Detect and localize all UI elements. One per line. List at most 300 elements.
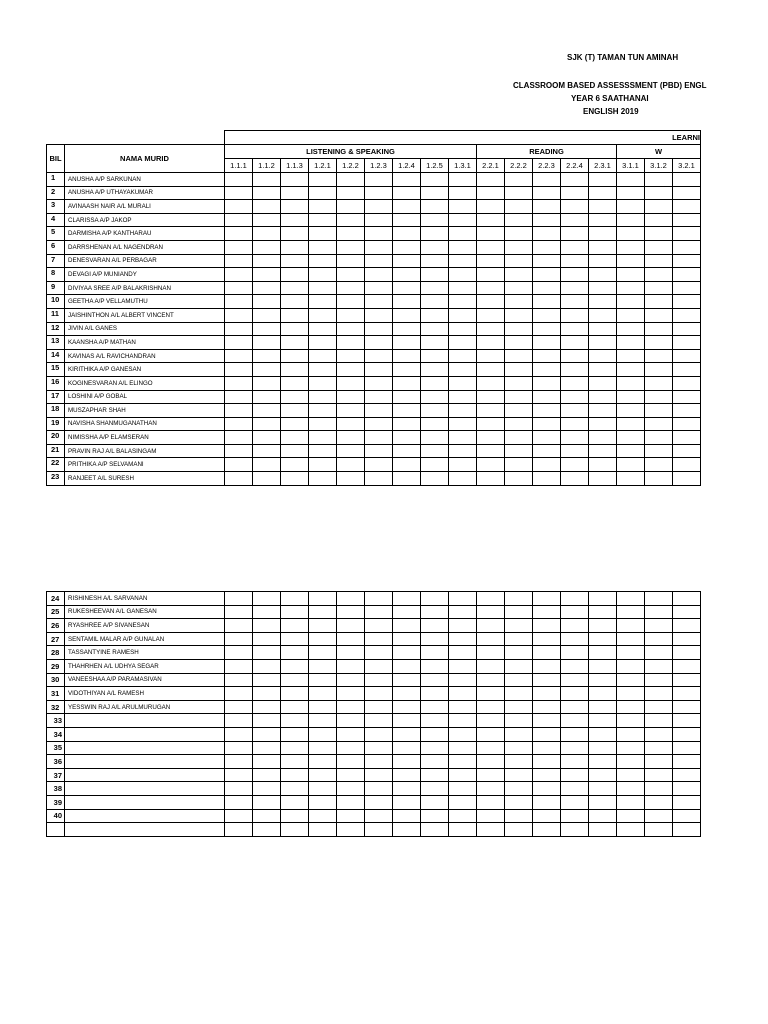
score-cell[interactable] xyxy=(365,444,393,458)
score-cell[interactable] xyxy=(477,727,505,741)
score-cell[interactable] xyxy=(645,349,673,363)
score-cell[interactable] xyxy=(253,336,281,350)
score-cell[interactable] xyxy=(533,700,561,714)
score-cell[interactable] xyxy=(253,227,281,241)
score-cell[interactable] xyxy=(309,173,337,187)
score-cell[interactable] xyxy=(449,240,477,254)
score-cell[interactable] xyxy=(589,727,617,741)
score-cell[interactable] xyxy=(449,186,477,200)
score-cell[interactable] xyxy=(477,646,505,660)
score-cell[interactable] xyxy=(673,431,701,445)
score-cell[interactable] xyxy=(421,809,449,823)
score-cell[interactable] xyxy=(533,605,561,619)
score-cell[interactable] xyxy=(393,592,421,606)
score-cell[interactable] xyxy=(477,240,505,254)
score-cell[interactable] xyxy=(421,322,449,336)
score-cell[interactable] xyxy=(337,755,365,769)
score-cell[interactable] xyxy=(477,417,505,431)
score-cell[interactable] xyxy=(253,632,281,646)
score-cell[interactable] xyxy=(337,376,365,390)
score-cell[interactable] xyxy=(225,755,253,769)
score-cell[interactable] xyxy=(645,417,673,431)
score-cell[interactable] xyxy=(393,472,421,486)
score-cell[interactable] xyxy=(365,632,393,646)
score-cell[interactable] xyxy=(645,768,673,782)
score-cell[interactable] xyxy=(449,659,477,673)
score-cell[interactable] xyxy=(533,336,561,350)
score-cell[interactable] xyxy=(365,349,393,363)
score-cell[interactable] xyxy=(281,714,309,728)
score-cell[interactable] xyxy=(281,254,309,268)
score-cell[interactable] xyxy=(225,431,253,445)
score-cell[interactable] xyxy=(449,727,477,741)
score-cell[interactable] xyxy=(449,200,477,214)
score-cell[interactable] xyxy=(505,795,533,809)
score-cell[interactable] xyxy=(617,240,645,254)
score-cell[interactable] xyxy=(477,336,505,350)
score-cell[interactable] xyxy=(589,376,617,390)
score-cell[interactable] xyxy=(589,349,617,363)
score-cell[interactable] xyxy=(337,213,365,227)
score-cell[interactable] xyxy=(393,227,421,241)
score-cell[interactable] xyxy=(337,186,365,200)
score-cell[interactable] xyxy=(617,714,645,728)
score-cell[interactable] xyxy=(337,200,365,214)
score-cell[interactable] xyxy=(253,714,281,728)
score-cell[interactable] xyxy=(225,281,253,295)
score-cell[interactable] xyxy=(505,308,533,322)
score-cell[interactable] xyxy=(589,472,617,486)
score-cell[interactable] xyxy=(505,458,533,472)
score-cell[interactable] xyxy=(309,592,337,606)
score-cell[interactable] xyxy=(253,281,281,295)
score-cell[interactable] xyxy=(393,417,421,431)
score-cell[interactable] xyxy=(561,687,589,701)
score-cell[interactable] xyxy=(253,200,281,214)
score-cell[interactable] xyxy=(533,727,561,741)
score-cell[interactable] xyxy=(645,700,673,714)
score-cell[interactable] xyxy=(617,281,645,295)
score-cell[interactable] xyxy=(393,431,421,445)
score-cell[interactable] xyxy=(645,782,673,796)
score-cell[interactable] xyxy=(645,472,673,486)
score-cell[interactable] xyxy=(309,632,337,646)
score-cell[interactable] xyxy=(393,646,421,660)
score-cell[interactable] xyxy=(281,186,309,200)
score-cell[interactable] xyxy=(337,687,365,701)
score-cell[interactable] xyxy=(673,376,701,390)
score-cell[interactable] xyxy=(365,404,393,418)
score-cell[interactable] xyxy=(281,281,309,295)
score-cell[interactable] xyxy=(561,659,589,673)
score-cell[interactable] xyxy=(281,673,309,687)
score-cell[interactable] xyxy=(421,295,449,309)
score-cell[interactable] xyxy=(281,659,309,673)
score-cell[interactable] xyxy=(533,632,561,646)
score-cell[interactable] xyxy=(561,700,589,714)
score-cell[interactable] xyxy=(505,295,533,309)
score-cell[interactable] xyxy=(561,823,589,837)
score-cell[interactable] xyxy=(281,700,309,714)
score-cell[interactable] xyxy=(365,714,393,728)
score-cell[interactable] xyxy=(225,404,253,418)
score-cell[interactable] xyxy=(505,768,533,782)
score-cell[interactable] xyxy=(477,200,505,214)
score-cell[interactable] xyxy=(365,782,393,796)
score-cell[interactable] xyxy=(253,605,281,619)
score-cell[interactable] xyxy=(533,240,561,254)
score-cell[interactable] xyxy=(225,700,253,714)
score-cell[interactable] xyxy=(225,417,253,431)
score-cell[interactable] xyxy=(561,727,589,741)
score-cell[interactable] xyxy=(477,700,505,714)
score-cell[interactable] xyxy=(253,431,281,445)
score-cell[interactable] xyxy=(225,376,253,390)
score-cell[interactable] xyxy=(337,431,365,445)
score-cell[interactable] xyxy=(645,431,673,445)
score-cell[interactable] xyxy=(337,308,365,322)
score-cell[interactable] xyxy=(393,687,421,701)
score-cell[interactable] xyxy=(617,336,645,350)
score-cell[interactable] xyxy=(645,295,673,309)
score-cell[interactable] xyxy=(281,173,309,187)
score-cell[interactable] xyxy=(365,213,393,227)
score-cell[interactable] xyxy=(421,741,449,755)
score-cell[interactable] xyxy=(449,444,477,458)
score-cell[interactable] xyxy=(533,809,561,823)
score-cell[interactable] xyxy=(449,254,477,268)
score-cell[interactable] xyxy=(281,809,309,823)
score-cell[interactable] xyxy=(449,472,477,486)
score-cell[interactable] xyxy=(561,431,589,445)
score-cell[interactable] xyxy=(365,472,393,486)
score-cell[interactable] xyxy=(561,444,589,458)
score-cell[interactable] xyxy=(617,227,645,241)
score-cell[interactable] xyxy=(449,795,477,809)
score-cell[interactable] xyxy=(421,659,449,673)
score-cell[interactable] xyxy=(505,281,533,295)
score-cell[interactable] xyxy=(617,213,645,227)
score-cell[interactable] xyxy=(449,308,477,322)
score-cell[interactable] xyxy=(421,687,449,701)
score-cell[interactable] xyxy=(617,322,645,336)
score-cell[interactable] xyxy=(337,227,365,241)
score-cell[interactable] xyxy=(561,336,589,350)
score-cell[interactable] xyxy=(281,646,309,660)
score-cell[interactable] xyxy=(393,673,421,687)
score-cell[interactable] xyxy=(533,363,561,377)
score-cell[interactable] xyxy=(645,363,673,377)
score-cell[interactable] xyxy=(421,768,449,782)
score-cell[interactable] xyxy=(225,823,253,837)
score-cell[interactable] xyxy=(589,632,617,646)
score-cell[interactable] xyxy=(617,417,645,431)
score-cell[interactable] xyxy=(365,173,393,187)
score-cell[interactable] xyxy=(365,227,393,241)
score-cell[interactable] xyxy=(253,673,281,687)
score-cell[interactable] xyxy=(309,673,337,687)
score-cell[interactable] xyxy=(393,200,421,214)
score-cell[interactable] xyxy=(477,795,505,809)
score-cell[interactable] xyxy=(281,308,309,322)
score-cell[interactable] xyxy=(505,700,533,714)
score-cell[interactable] xyxy=(673,768,701,782)
score-cell[interactable] xyxy=(337,727,365,741)
score-cell[interactable] xyxy=(281,592,309,606)
score-cell[interactable] xyxy=(365,200,393,214)
score-cell[interactable] xyxy=(645,281,673,295)
score-cell[interactable] xyxy=(589,687,617,701)
score-cell[interactable] xyxy=(281,336,309,350)
score-cell[interactable] xyxy=(645,755,673,769)
score-cell[interactable] xyxy=(505,782,533,796)
score-cell[interactable] xyxy=(477,659,505,673)
score-cell[interactable] xyxy=(645,592,673,606)
score-cell[interactable] xyxy=(253,592,281,606)
score-cell[interactable] xyxy=(617,431,645,445)
score-cell[interactable] xyxy=(225,240,253,254)
score-cell[interactable] xyxy=(505,268,533,282)
score-cell[interactable] xyxy=(253,363,281,377)
score-cell[interactable] xyxy=(505,186,533,200)
score-cell[interactable] xyxy=(421,281,449,295)
score-cell[interactable] xyxy=(449,592,477,606)
score-cell[interactable] xyxy=(421,714,449,728)
score-cell[interactable] xyxy=(309,605,337,619)
score-cell[interactable] xyxy=(645,322,673,336)
score-cell[interactable] xyxy=(337,363,365,377)
score-cell[interactable] xyxy=(225,605,253,619)
score-cell[interactable] xyxy=(253,404,281,418)
score-cell[interactable] xyxy=(645,200,673,214)
score-cell[interactable] xyxy=(309,336,337,350)
score-cell[interactable] xyxy=(225,444,253,458)
score-cell[interactable] xyxy=(505,240,533,254)
score-cell[interactable] xyxy=(505,687,533,701)
score-cell[interactable] xyxy=(617,390,645,404)
score-cell[interactable] xyxy=(253,268,281,282)
score-cell[interactable] xyxy=(393,809,421,823)
score-cell[interactable] xyxy=(337,254,365,268)
score-cell[interactable] xyxy=(673,363,701,377)
score-cell[interactable] xyxy=(449,227,477,241)
score-cell[interactable] xyxy=(337,795,365,809)
score-cell[interactable] xyxy=(533,444,561,458)
score-cell[interactable] xyxy=(533,472,561,486)
score-cell[interactable] xyxy=(589,458,617,472)
score-cell[interactable] xyxy=(561,768,589,782)
score-cell[interactable] xyxy=(253,308,281,322)
score-cell[interactable] xyxy=(617,782,645,796)
score-cell[interactable] xyxy=(253,687,281,701)
score-cell[interactable] xyxy=(533,741,561,755)
score-cell[interactable] xyxy=(589,809,617,823)
score-cell[interactable] xyxy=(561,619,589,633)
score-cell[interactable] xyxy=(589,390,617,404)
score-cell[interactable] xyxy=(617,444,645,458)
score-cell[interactable] xyxy=(617,659,645,673)
score-cell[interactable] xyxy=(505,632,533,646)
score-cell[interactable] xyxy=(617,700,645,714)
score-cell[interactable] xyxy=(673,727,701,741)
score-cell[interactable] xyxy=(533,417,561,431)
score-cell[interactable] xyxy=(589,431,617,445)
score-cell[interactable] xyxy=(673,281,701,295)
score-cell[interactable] xyxy=(645,619,673,633)
score-cell[interactable] xyxy=(309,322,337,336)
score-cell[interactable] xyxy=(673,714,701,728)
score-cell[interactable] xyxy=(281,458,309,472)
score-cell[interactable] xyxy=(253,417,281,431)
score-cell[interactable] xyxy=(533,254,561,268)
score-cell[interactable] xyxy=(673,227,701,241)
score-cell[interactable] xyxy=(309,390,337,404)
score-cell[interactable] xyxy=(617,768,645,782)
score-cell[interactable] xyxy=(309,741,337,755)
score-cell[interactable] xyxy=(617,632,645,646)
score-cell[interactable] xyxy=(673,240,701,254)
score-cell[interactable] xyxy=(589,592,617,606)
score-cell[interactable] xyxy=(505,592,533,606)
score-cell[interactable] xyxy=(645,809,673,823)
score-cell[interactable] xyxy=(561,782,589,796)
score-cell[interactable] xyxy=(253,254,281,268)
score-cell[interactable] xyxy=(225,795,253,809)
score-cell[interactable] xyxy=(561,390,589,404)
score-cell[interactable] xyxy=(477,349,505,363)
score-cell[interactable] xyxy=(505,809,533,823)
score-cell[interactable] xyxy=(281,444,309,458)
score-cell[interactable] xyxy=(477,213,505,227)
score-cell[interactable] xyxy=(533,619,561,633)
score-cell[interactable] xyxy=(309,619,337,633)
score-cell[interactable] xyxy=(561,472,589,486)
score-cell[interactable] xyxy=(589,782,617,796)
score-cell[interactable] xyxy=(337,659,365,673)
score-cell[interactable] xyxy=(505,605,533,619)
score-cell[interactable] xyxy=(449,173,477,187)
score-cell[interactable] xyxy=(421,336,449,350)
score-cell[interactable] xyxy=(449,673,477,687)
score-cell[interactable] xyxy=(533,281,561,295)
score-cell[interactable] xyxy=(561,200,589,214)
score-cell[interactable] xyxy=(477,363,505,377)
score-cell[interactable] xyxy=(589,322,617,336)
score-cell[interactable] xyxy=(505,727,533,741)
score-cell[interactable] xyxy=(505,823,533,837)
score-cell[interactable] xyxy=(421,727,449,741)
score-cell[interactable] xyxy=(393,714,421,728)
score-cell[interactable] xyxy=(393,444,421,458)
score-cell[interactable] xyxy=(617,458,645,472)
score-cell[interactable] xyxy=(337,768,365,782)
score-cell[interactable] xyxy=(393,727,421,741)
score-cell[interactable] xyxy=(281,390,309,404)
score-cell[interactable] xyxy=(561,308,589,322)
score-cell[interactable] xyxy=(365,295,393,309)
score-cell[interactable] xyxy=(253,458,281,472)
score-cell[interactable] xyxy=(617,795,645,809)
score-cell[interactable] xyxy=(365,687,393,701)
score-cell[interactable] xyxy=(421,390,449,404)
score-cell[interactable] xyxy=(533,308,561,322)
score-cell[interactable] xyxy=(673,444,701,458)
score-cell[interactable] xyxy=(421,619,449,633)
score-cell[interactable] xyxy=(561,322,589,336)
score-cell[interactable] xyxy=(617,404,645,418)
score-cell[interactable] xyxy=(477,281,505,295)
score-cell[interactable] xyxy=(393,795,421,809)
score-cell[interactable] xyxy=(337,404,365,418)
score-cell[interactable] xyxy=(393,281,421,295)
score-cell[interactable] xyxy=(337,673,365,687)
score-cell[interactable] xyxy=(617,619,645,633)
score-cell[interactable] xyxy=(589,646,617,660)
score-cell[interactable] xyxy=(449,646,477,660)
score-cell[interactable] xyxy=(449,213,477,227)
score-cell[interactable] xyxy=(673,795,701,809)
score-cell[interactable] xyxy=(477,295,505,309)
score-cell[interactable] xyxy=(225,268,253,282)
score-cell[interactable] xyxy=(393,390,421,404)
score-cell[interactable] xyxy=(505,755,533,769)
score-cell[interactable] xyxy=(281,268,309,282)
score-cell[interactable] xyxy=(225,458,253,472)
score-cell[interactable] xyxy=(449,632,477,646)
score-cell[interactable] xyxy=(589,659,617,673)
score-cell[interactable] xyxy=(365,390,393,404)
score-cell[interactable] xyxy=(337,281,365,295)
score-cell[interactable] xyxy=(533,322,561,336)
score-cell[interactable] xyxy=(561,458,589,472)
score-cell[interactable] xyxy=(673,755,701,769)
score-cell[interactable] xyxy=(477,632,505,646)
score-cell[interactable] xyxy=(589,404,617,418)
score-cell[interactable] xyxy=(281,768,309,782)
score-cell[interactable] xyxy=(309,768,337,782)
score-cell[interactable] xyxy=(533,592,561,606)
score-cell[interactable] xyxy=(645,741,673,755)
score-cell[interactable] xyxy=(673,200,701,214)
score-cell[interactable] xyxy=(365,795,393,809)
score-cell[interactable] xyxy=(225,308,253,322)
score-cell[interactable] xyxy=(589,281,617,295)
score-cell[interactable] xyxy=(673,782,701,796)
score-cell[interactable] xyxy=(645,254,673,268)
score-cell[interactable] xyxy=(561,268,589,282)
score-cell[interactable] xyxy=(449,768,477,782)
score-cell[interactable] xyxy=(645,404,673,418)
score-cell[interactable] xyxy=(477,431,505,445)
score-cell[interactable] xyxy=(253,349,281,363)
score-cell[interactable] xyxy=(225,687,253,701)
score-cell[interactable] xyxy=(477,768,505,782)
score-cell[interactable] xyxy=(673,404,701,418)
score-cell[interactable] xyxy=(281,755,309,769)
score-cell[interactable] xyxy=(421,349,449,363)
score-cell[interactable] xyxy=(281,605,309,619)
score-cell[interactable] xyxy=(281,431,309,445)
score-cell[interactable] xyxy=(449,390,477,404)
score-cell[interactable] xyxy=(281,227,309,241)
score-cell[interactable] xyxy=(561,213,589,227)
score-cell[interactable] xyxy=(477,186,505,200)
score-cell[interactable] xyxy=(365,823,393,837)
score-cell[interactable] xyxy=(225,227,253,241)
score-cell[interactable] xyxy=(533,186,561,200)
score-cell[interactable] xyxy=(365,605,393,619)
score-cell[interactable] xyxy=(617,472,645,486)
